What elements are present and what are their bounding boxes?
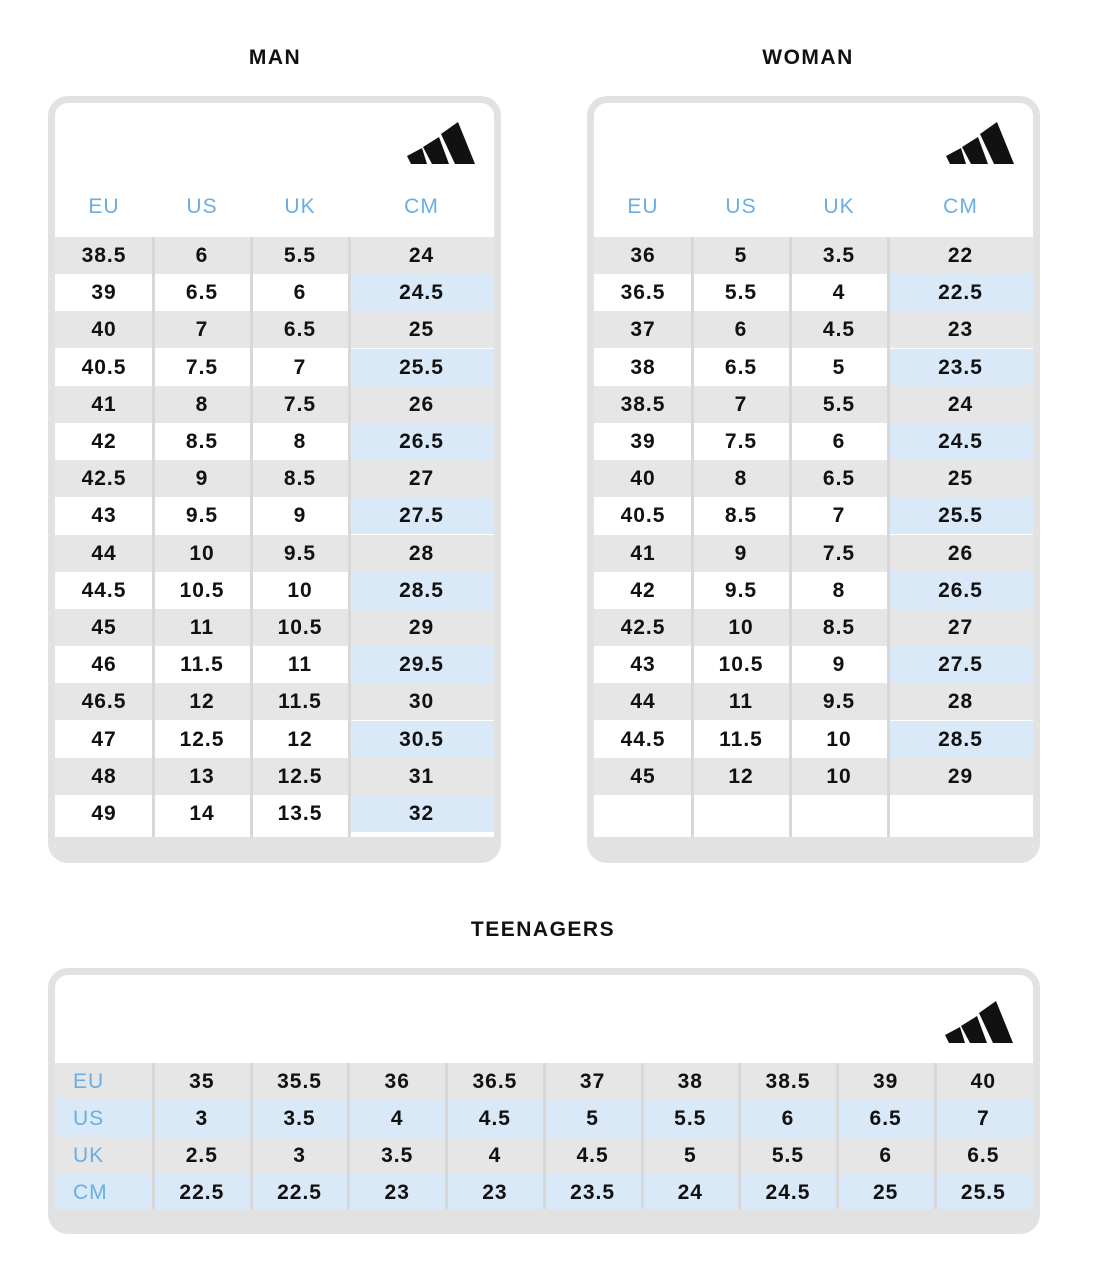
woman-row bbox=[594, 311, 1033, 348]
teen-cell: 4.5 bbox=[478, 1107, 511, 1130]
man-cell-uk: 8.5 bbox=[283, 467, 317, 491]
woman-cell-eu: 44.5 bbox=[620, 727, 666, 751]
man-cell-uk: 13.5 bbox=[277, 802, 323, 825]
man-cell-eu: 46.5 bbox=[81, 690, 127, 714]
woman-cell-us: 7.5 bbox=[724, 430, 758, 453]
teen-column-divider bbox=[738, 1063, 741, 1227]
man-cell-eu: 42.5 bbox=[81, 467, 127, 491]
man-cell-us: 11 bbox=[189, 616, 215, 639]
man-cell-us: 9 bbox=[195, 467, 209, 491]
teen-cell: 7 bbox=[977, 1107, 990, 1130]
man-cell-eu: 39 bbox=[91, 281, 117, 305]
woman-cell-cm: 23 bbox=[947, 318, 974, 342]
man-cell-eu: 45 bbox=[91, 616, 117, 639]
woman-cell-us: 5.5 bbox=[724, 281, 758, 305]
man-cell-us: 11.5 bbox=[180, 653, 224, 677]
woman-cell-us: 6 bbox=[734, 318, 748, 342]
man-cell-eu: 44.5 bbox=[81, 578, 127, 602]
teen-cell: 23 bbox=[482, 1181, 508, 1204]
man-cell-cm: 32 bbox=[349, 795, 494, 832]
teen-column-divider bbox=[347, 1063, 350, 1227]
man-cell-uk: 5.5 bbox=[283, 244, 317, 267]
man-row bbox=[55, 535, 494, 572]
teen-cell: 24 bbox=[677, 1181, 703, 1204]
woman-cell-us: 8.5 bbox=[724, 504, 758, 528]
woman-cell-cm: 26 bbox=[947, 541, 974, 565]
woman-table-footer bbox=[594, 837, 1033, 856]
teen-cell: 5.5 bbox=[674, 1107, 707, 1130]
woman-cell-cm: 25.5 bbox=[888, 497, 1033, 534]
man-cell-us: 10.5 bbox=[179, 578, 225, 602]
woman-cell-uk: 10 bbox=[826, 764, 852, 788]
teen-cell: 2.5 bbox=[185, 1144, 218, 1167]
adidas-logo-icon bbox=[407, 118, 477, 164]
teen-cell: 3.5 bbox=[283, 1107, 316, 1130]
woman-cell-us: 10.5 bbox=[718, 653, 764, 677]
woman-row bbox=[594, 721, 1033, 758]
man-cell-eu: 38.5 bbox=[81, 244, 127, 267]
man-cell-uk: 11 bbox=[287, 653, 313, 677]
man-cell-eu: 46 bbox=[91, 653, 117, 677]
teen-cell: 6.5 bbox=[869, 1107, 902, 1130]
man-cell-uk: 11.5 bbox=[278, 690, 322, 714]
man-row bbox=[55, 646, 494, 683]
teen-cell: 39 bbox=[872, 1070, 899, 1093]
adidas-logo-icon bbox=[945, 997, 1015, 1043]
woman-row bbox=[594, 349, 1033, 386]
man-cell-cm: 24 bbox=[408, 244, 435, 267]
man-cell-uk: 9.5 bbox=[283, 541, 317, 565]
man-row bbox=[55, 237, 494, 274]
man-cell-us: 8.5 bbox=[185, 430, 219, 453]
man-cell-us: 6 bbox=[195, 244, 209, 267]
woman-cell-eu: 40.5 bbox=[620, 504, 666, 528]
man-cell-eu: 44 bbox=[91, 541, 117, 565]
man-column-divider bbox=[152, 237, 155, 856]
teen-cell: 3 bbox=[195, 1107, 209, 1130]
teen-cell: 3.5 bbox=[381, 1144, 414, 1167]
man-cell-eu: 42 bbox=[91, 430, 117, 453]
teen-row-label: EU bbox=[73, 1070, 105, 1093]
man-header-cm: CM bbox=[404, 195, 439, 218]
woman-cell-us: 12 bbox=[728, 764, 754, 788]
teen-cell: 23 bbox=[384, 1181, 410, 1204]
man-cell-uk: 10.5 bbox=[277, 616, 323, 639]
man-cell-us: 6.5 bbox=[185, 281, 219, 305]
man-row bbox=[55, 423, 494, 460]
woman-cell-uk: 9.5 bbox=[822, 690, 856, 714]
man-cell-cm: 28 bbox=[408, 541, 435, 565]
man-row bbox=[55, 311, 494, 348]
woman-cell-uk: 4.5 bbox=[822, 318, 856, 342]
woman-cell-us: 9 bbox=[734, 541, 748, 565]
teen-cell: 25.5 bbox=[960, 1181, 1006, 1204]
man-cell-eu: 40 bbox=[91, 318, 117, 342]
man-cell-cm: 30 bbox=[408, 690, 435, 714]
woman-row bbox=[594, 497, 1033, 534]
man-cell-cm: 25 bbox=[408, 318, 435, 342]
teen-cell: 22.5 bbox=[277, 1181, 322, 1204]
woman-cell-eu: 39 bbox=[630, 430, 656, 453]
woman-row bbox=[594, 646, 1033, 683]
man-cell-cm: 26 bbox=[408, 392, 435, 416]
woman-cell-cm: 29 bbox=[947, 764, 974, 788]
man-cell-cm: 25.5 bbox=[349, 349, 494, 386]
teen-cell: 37 bbox=[579, 1070, 606, 1093]
teen-column-divider bbox=[152, 1063, 155, 1227]
woman-row bbox=[594, 423, 1033, 460]
man-cell-us: 12.5 bbox=[179, 727, 225, 751]
man-cell-cm: 26.5 bbox=[349, 423, 494, 460]
man-cell-cm: 29 bbox=[408, 616, 435, 639]
teen-cell: 6 bbox=[781, 1107, 795, 1130]
woman-cell-cm: 25 bbox=[947, 467, 974, 491]
woman-column-divider bbox=[691, 237, 694, 856]
man-cell-us: 7 bbox=[195, 318, 209, 342]
woman-cell-uk: 8 bbox=[832, 578, 846, 602]
man-size-table bbox=[48, 96, 501, 863]
woman-row bbox=[594, 572, 1033, 609]
woman-cell-us: 6.5 bbox=[724, 355, 758, 379]
woman-cell-eu: 43 bbox=[630, 653, 656, 677]
man-cell-eu: 47 bbox=[91, 727, 117, 751]
woman-cell-eu: 42.5 bbox=[620, 616, 666, 639]
woman-cell-eu: 36.5 bbox=[620, 281, 666, 305]
teen-cell: 22.5 bbox=[179, 1181, 225, 1204]
man-table-footer bbox=[55, 837, 494, 856]
man-row bbox=[55, 572, 494, 609]
teen-cell: 6 bbox=[879, 1144, 892, 1167]
teen-column-divider bbox=[641, 1063, 644, 1227]
teen-cell: 36 bbox=[384, 1070, 410, 1093]
teen-cell: 4.5 bbox=[576, 1144, 609, 1167]
teen-cell: 4 bbox=[488, 1144, 502, 1167]
teen-cell: 35.5 bbox=[277, 1070, 322, 1093]
man-row bbox=[55, 721, 494, 758]
man-cell-cm: 30.5 bbox=[349, 721, 494, 758]
man-title: MAN bbox=[248, 46, 302, 69]
teen-cell: 40 bbox=[970, 1070, 997, 1093]
woman-header-cm: CM bbox=[943, 195, 978, 218]
woman-cell-cm: 27.5 bbox=[888, 646, 1033, 683]
man-cell-cm: 24.5 bbox=[349, 274, 494, 311]
man-column-divider bbox=[250, 237, 253, 856]
man-cell-us: 10 bbox=[189, 541, 215, 565]
man-cell-uk: 12 bbox=[287, 727, 313, 751]
man-cell-cm: 31 bbox=[408, 764, 435, 788]
man-cell-eu: 40.5 bbox=[81, 355, 127, 379]
teen-cell: 5 bbox=[586, 1107, 599, 1130]
woman-cell-uk: 5 bbox=[832, 355, 846, 379]
woman-cell-cm: 24 bbox=[947, 392, 974, 416]
man-cell-cm: 27.5 bbox=[349, 497, 494, 534]
woman-title: WOMAN bbox=[762, 46, 854, 69]
woman-cell-cm: 27 bbox=[947, 616, 974, 639]
teen-cell: 5 bbox=[683, 1144, 697, 1167]
woman-cell-eu: 38 bbox=[630, 355, 656, 379]
woman-cell-cm: 22.5 bbox=[888, 274, 1033, 311]
woman-cell-uk: 7.5 bbox=[822, 541, 856, 565]
man-row bbox=[55, 758, 494, 795]
woman-cell-eu: 45 bbox=[630, 764, 656, 788]
man-row bbox=[55, 497, 494, 534]
woman-column-divider bbox=[789, 237, 792, 856]
teen-column-divider bbox=[543, 1063, 546, 1227]
woman-cell-uk: 8.5 bbox=[822, 616, 856, 639]
woman-cell-us: 7 bbox=[734, 392, 748, 416]
woman-cell-eu: 41 bbox=[630, 541, 656, 565]
man-cell-uk: 7.5 bbox=[283, 392, 317, 416]
man-cell-uk: 12.5 bbox=[277, 764, 323, 788]
man-cell-eu: 41 bbox=[91, 392, 117, 416]
woman-cell-cm: 23.5 bbox=[888, 349, 1033, 386]
man-cell-eu: 49 bbox=[91, 802, 117, 825]
man-row bbox=[55, 386, 494, 423]
woman-row bbox=[594, 460, 1033, 497]
woman-cell-eu: 36 bbox=[630, 244, 656, 267]
teen-cell: 35 bbox=[189, 1070, 215, 1093]
teen-column-divider bbox=[934, 1063, 937, 1227]
woman-column-divider bbox=[887, 237, 890, 856]
teen-row-label: UK bbox=[73, 1144, 105, 1167]
woman-cell-cm: 28.5 bbox=[888, 721, 1033, 758]
teen-cell: 24.5 bbox=[765, 1181, 811, 1204]
man-row bbox=[55, 683, 494, 720]
woman-row bbox=[594, 237, 1033, 274]
man-row bbox=[55, 349, 494, 386]
woman-row bbox=[594, 274, 1033, 311]
woman-header-eu: EU bbox=[627, 195, 659, 218]
woman-row bbox=[594, 609, 1033, 646]
woman-cell-uk: 6 bbox=[832, 430, 846, 453]
man-cell-us: 14 bbox=[189, 802, 215, 825]
man-cell-eu: 48 bbox=[91, 764, 117, 788]
man-cell-uk: 9 bbox=[293, 504, 307, 528]
woman-row bbox=[594, 758, 1033, 795]
teen-row-label: US bbox=[73, 1107, 105, 1130]
woman-cell-uk: 6.5 bbox=[822, 467, 856, 491]
woman-cell-eu: 42 bbox=[630, 578, 656, 602]
man-cell-cm: 28.5 bbox=[349, 572, 494, 609]
man-header-us: US bbox=[186, 195, 218, 218]
man-cell-us: 12 bbox=[189, 690, 215, 714]
man-header-uk: UK bbox=[284, 195, 316, 218]
man-column-divider bbox=[348, 237, 351, 856]
man-cell-eu: 43 bbox=[91, 504, 117, 528]
woman-cell-uk: 5.5 bbox=[822, 392, 856, 416]
teen-cell: 36.5 bbox=[472, 1070, 518, 1093]
woman-row bbox=[594, 683, 1033, 720]
woman-cell-uk: 10 bbox=[826, 727, 852, 751]
teen-column-divider bbox=[836, 1063, 839, 1227]
teen-cell: 38.5 bbox=[765, 1070, 811, 1093]
man-cell-us: 9.5 bbox=[185, 504, 219, 528]
teen-cell: 38 bbox=[677, 1070, 703, 1093]
man-cell-uk: 7 bbox=[293, 355, 307, 379]
man-row bbox=[55, 274, 494, 311]
woman-cell-eu: 37 bbox=[630, 318, 656, 342]
woman-cell-eu: 38.5 bbox=[620, 392, 666, 416]
woman-header-us: US bbox=[725, 195, 757, 218]
man-row bbox=[55, 795, 494, 832]
man-cell-us: 7.5 bbox=[185, 355, 219, 379]
adidas-logo-icon bbox=[946, 118, 1016, 164]
man-header-eu: EU bbox=[88, 195, 120, 218]
teenagers-size-table bbox=[48, 968, 1040, 1234]
woman-size-table bbox=[587, 96, 1040, 863]
man-row bbox=[55, 460, 494, 497]
teen-column-divider bbox=[445, 1063, 448, 1227]
woman-cell-uk: 9 bbox=[832, 653, 846, 677]
teen-table-footer bbox=[55, 1209, 1033, 1229]
teen-cell: 4 bbox=[390, 1107, 404, 1130]
teen-cell: 3 bbox=[293, 1144, 306, 1167]
woman-header-uk: UK bbox=[823, 195, 855, 218]
teen-cell: 25 bbox=[872, 1181, 899, 1204]
man-cell-us: 13 bbox=[189, 764, 215, 788]
man-cell-cm: 27 bbox=[408, 467, 435, 491]
woman-cell-uk: 3.5 bbox=[822, 244, 856, 267]
teen-cell: 23.5 bbox=[570, 1181, 616, 1204]
man-cell-cm: 29.5 bbox=[349, 646, 494, 683]
teen-cell: 5.5 bbox=[771, 1144, 805, 1167]
woman-cell-cm: 24.5 bbox=[888, 423, 1033, 460]
woman-cell-cm: 28 bbox=[947, 690, 974, 714]
woman-cell-us: 11.5 bbox=[719, 727, 763, 751]
woman-cell-us: 5 bbox=[734, 244, 748, 267]
teen-cell: 6.5 bbox=[967, 1144, 1000, 1167]
man-cell-uk: 8 bbox=[293, 430, 307, 453]
man-cell-uk: 6.5 bbox=[283, 318, 317, 342]
woman-cell-us: 11 bbox=[728, 690, 754, 714]
woman-cell-us: 8 bbox=[734, 467, 748, 491]
teenagers-title: TEENAGERS bbox=[470, 918, 616, 941]
woman-row bbox=[594, 535, 1033, 572]
woman-row bbox=[594, 386, 1033, 423]
woman-cell-us: 10 bbox=[728, 616, 754, 639]
woman-cell-eu: 40 bbox=[630, 467, 656, 491]
woman-cell-uk: 4 bbox=[832, 281, 846, 305]
teen-column-divider bbox=[250, 1063, 253, 1227]
woman-cell-cm: 22 bbox=[947, 244, 974, 267]
man-row bbox=[55, 609, 494, 646]
man-cell-uk: 10 bbox=[287, 578, 313, 602]
man-cell-us: 8 bbox=[195, 392, 209, 416]
woman-cell-uk: 7 bbox=[832, 504, 846, 528]
woman-cell-eu: 44 bbox=[630, 690, 656, 714]
teen-row-label: CM bbox=[73, 1181, 108, 1204]
woman-cell-cm: 26.5 bbox=[888, 572, 1033, 609]
woman-cell-us: 9.5 bbox=[724, 578, 758, 602]
man-cell-uk: 6 bbox=[293, 281, 307, 305]
